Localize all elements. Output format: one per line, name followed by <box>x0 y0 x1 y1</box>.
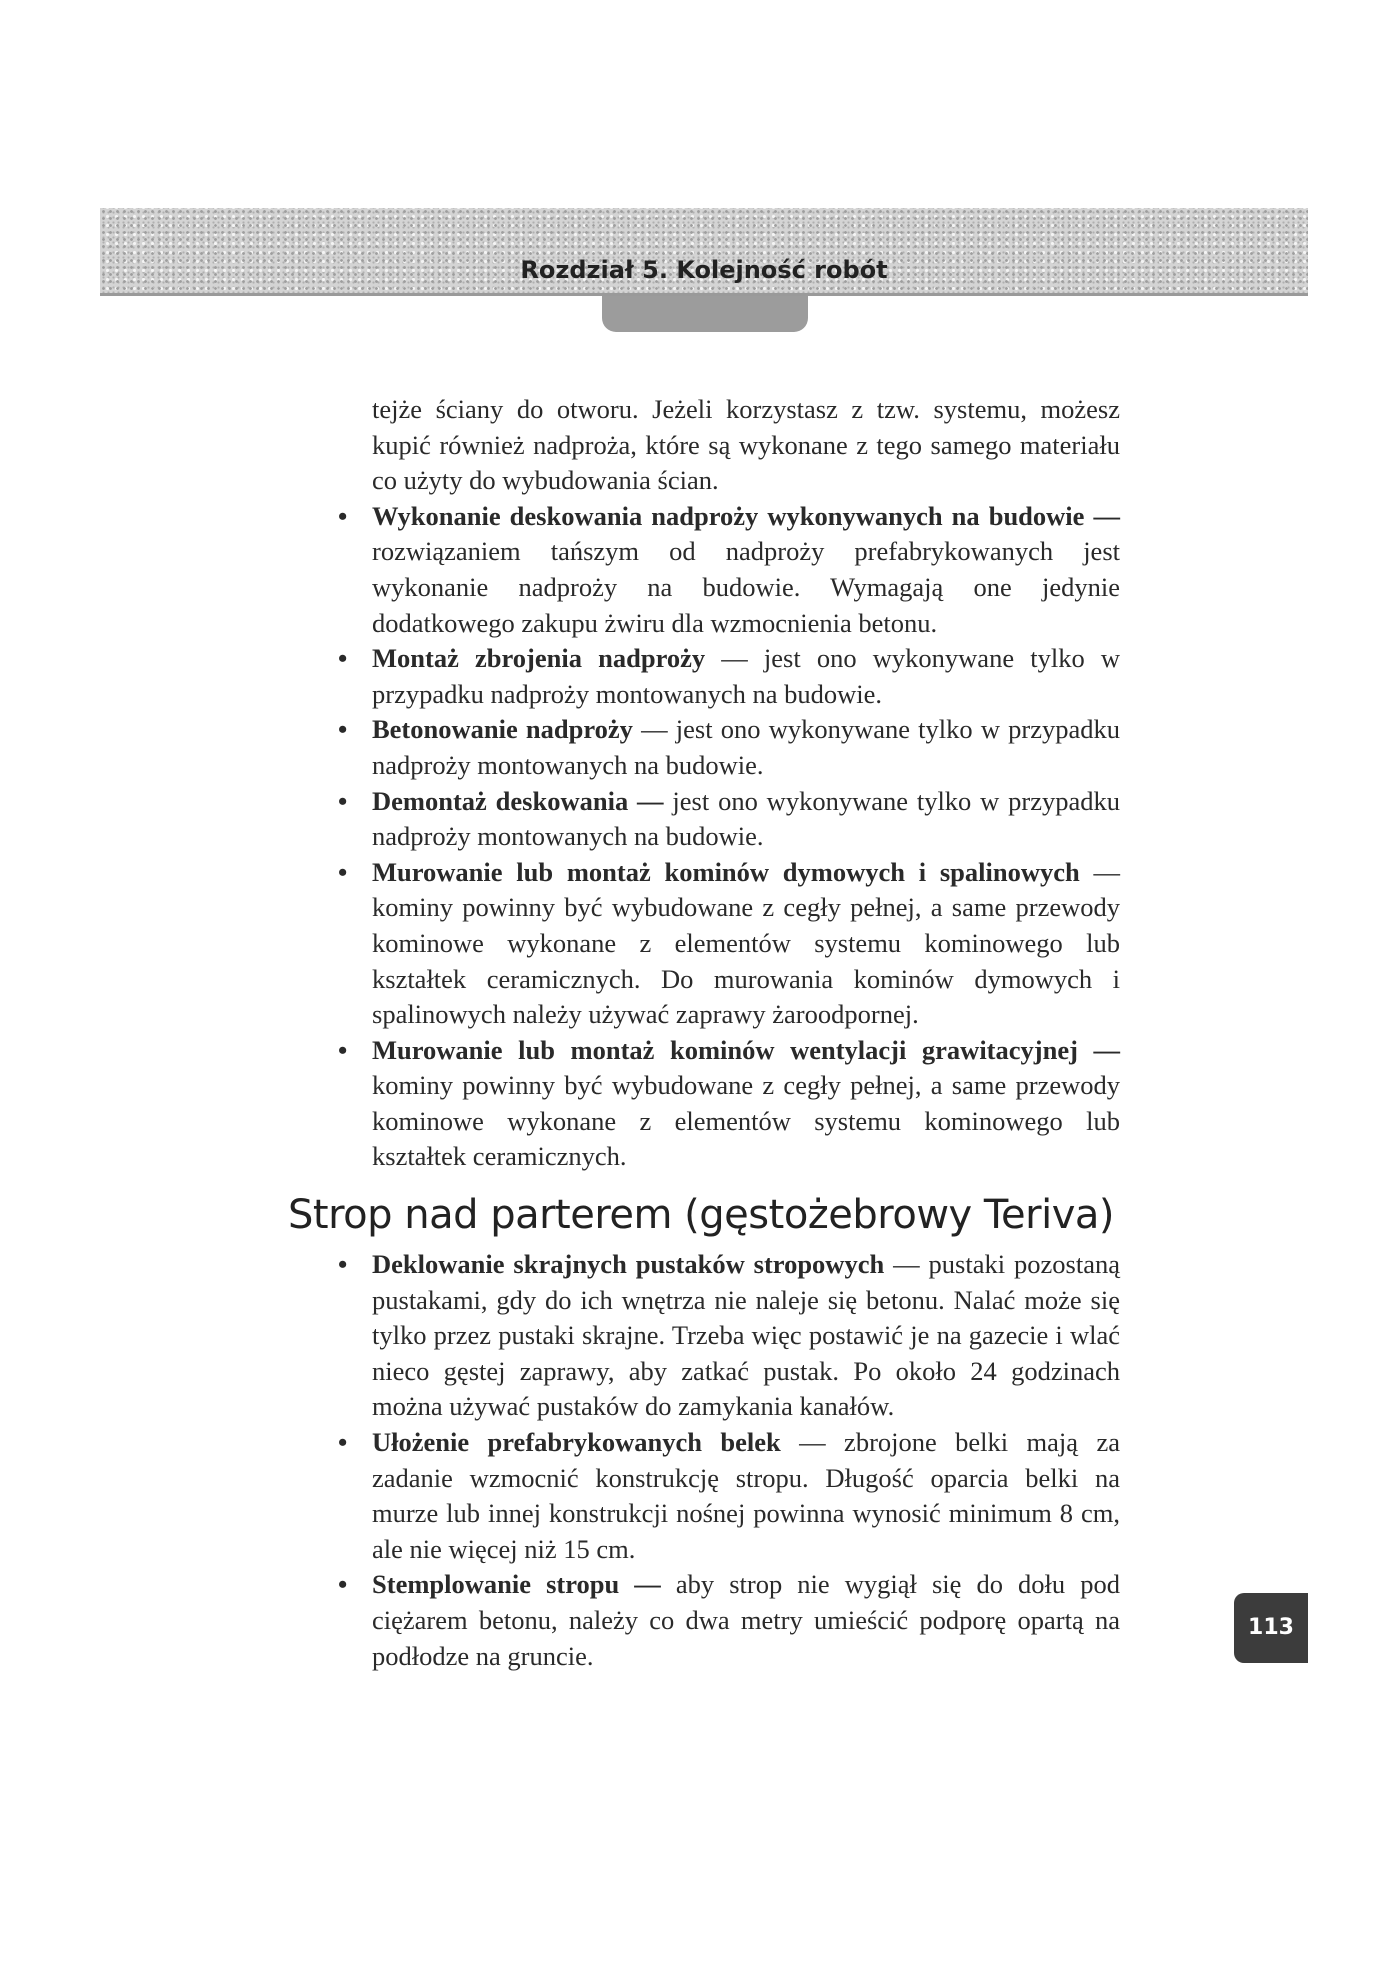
list-item <box>326 855 1120 1033</box>
item-description: — kominy powinny być wybudowane z cegły pełnej, a same przewody kominowe wykonane z elementów systemu kominowego lub kształtek ceramicznych. Do murowania kominów dymowych i spalinowych należy używać zaprawy żaroodpornej. <box>372 856 1120 1030</box>
bullet-icon: • <box>338 500 348 531</box>
list-item <box>326 1033 1120 1175</box>
list-item <box>326 641 1120 712</box>
list-item <box>326 1247 1120 1425</box>
item-description: — jest ono wykonywane tylko w przypadku nadproży montowanych na budowie. <box>372 714 1120 780</box>
item-term: Montaż zbrojenia nadproży <box>372 643 706 674</box>
chapter-title: Rozdział 5. Kolejność robót <box>520 256 888 284</box>
list-item <box>326 1425 1120 1567</box>
list-item <box>326 1567 1120 1674</box>
item-description: jest ono wykonywane tylko w przypadku nadproży montowanych na budowie. <box>372 785 1121 852</box>
item-term: Murowanie lub montaż kominów wentylacji grawitacyjnej — <box>372 1034 1120 1065</box>
item-description: aby strop nie wygiął się do dołu pod ciężarem betonu, należy co dwa metry umieścić podporę opartą na podłodze na gruncie. <box>372 1569 1120 1671</box>
header-tab-decoration <box>602 296 808 332</box>
list-item <box>326 499 1120 641</box>
list-item <box>326 712 1120 783</box>
item-description: — pustaki pozostaną pustakami, gdy do ich wnętrza nie naleje się betonu. Nalać może się tylko przez pustaki skrajne. Trzeba więc postawić je na gazecie i wlać nieco gęstej zaprawy, aby zatkać pustak. Po około 24 godzinach można używać pustaków do zamykania kanałów. <box>372 1249 1120 1422</box>
bullet-icon: • <box>338 785 348 816</box>
chapter-header-band <box>100 208 1308 296</box>
list-item <box>326 784 1120 855</box>
item-description: kominy powinny być wybudowane z cegły pełnej, a same przewody kominowe wykonane z elementów systemu kominowego lub kształtek ceramicznych. <box>372 1070 1120 1172</box>
item-term: Demontaż deskowania — <box>372 785 664 816</box>
item-term: Ułożenie prefabrykowanych belek <box>372 1426 781 1457</box>
item-term: Murowanie lub montaż kominów dymowych i spalinowych <box>372 856 1080 887</box>
page-number: 113 <box>1234 1593 1308 1663</box>
item-description: — jest ono wykonywane tylko w przypadku nadproży montowanych na budowie. <box>372 643 1120 709</box>
item-term: Stemplowanie stropu — <box>372 1569 661 1600</box>
floor-steps-list <box>326 1247 1120 1674</box>
item-term: Betonowanie nadproży <box>372 714 633 745</box>
bullet-icon: • <box>338 1569 348 1600</box>
bullet-icon: • <box>338 1426 348 1457</box>
item-term: Deklowanie skrajnych pustaków stropowych <box>372 1249 885 1279</box>
item-description: rozwiązaniem tańszym od nadproży prefabrykowanych jest wykonanie nadproży na budowie. Wymagają one jedynie dodatkowego zakupu żwiru dla wzmocnienia betonu. <box>372 536 1120 638</box>
page-body <box>326 392 1120 1175</box>
bullet-icon: • <box>338 1249 348 1279</box>
bullet-icon: • <box>338 714 348 745</box>
work-steps-list <box>326 499 1120 1175</box>
bullet-icon: • <box>338 1034 348 1065</box>
item-term: Wykonanie deskowania nadproży wykonywanych na budowie — <box>372 500 1120 531</box>
bullet-icon: • <box>338 856 348 887</box>
section-heading: Strop nad parterem (gęstożebrowy Teriva) <box>288 1192 1115 1238</box>
section-body <box>326 1247 1120 1674</box>
paragraph-continuation: tejże ściany do otworu. Jeżeli korzystasz z tzw. systemu, możesz kupić również nadproża, które są wykonane z tego samego materiału co użyty do wybudowania ścian. <box>372 394 1120 496</box>
item-description: — zbrojone belki mają za zadanie wzmocnić konstrukcję stropu. Długość oparcia belki na murze lub innej konstrukcji nośnej powinna wynosić minimum 8 cm, ale nie więcej niż 15 cm. <box>372 1426 1120 1564</box>
bullet-icon: • <box>338 643 348 674</box>
